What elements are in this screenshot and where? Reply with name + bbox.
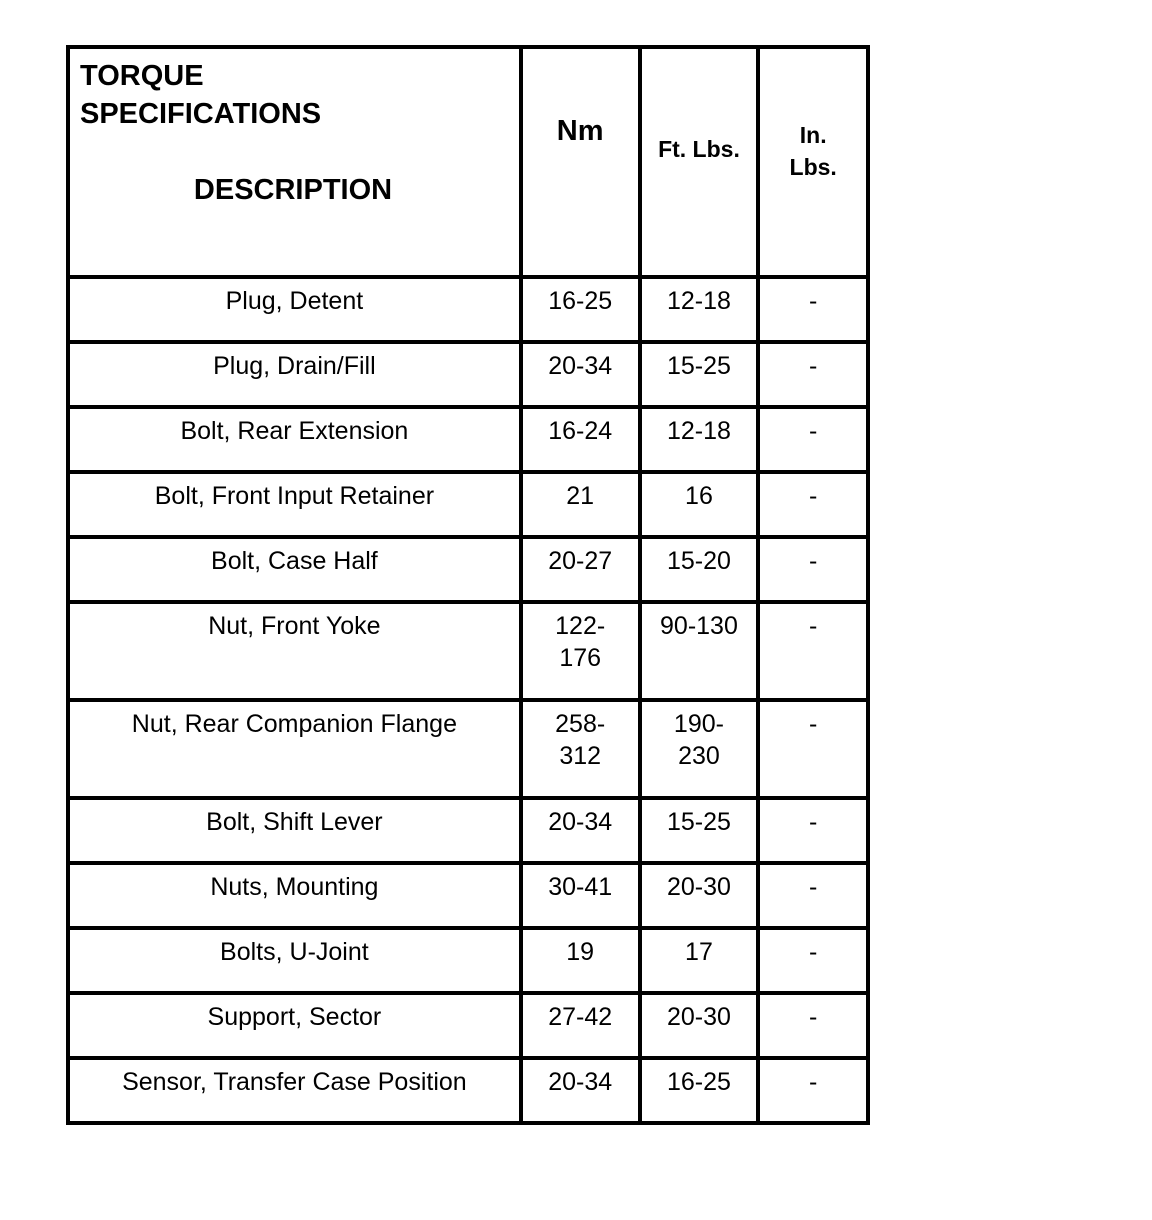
ft-lbs-cell-text: 15-25 — [666, 352, 731, 380]
description-cell — [68, 602, 521, 700]
nm-cell — [521, 1058, 640, 1123]
nm-cell-text: 19 — [566, 938, 595, 966]
in-lbs-cell — [758, 277, 868, 342]
ft-lbs-cell-text: 15-20 — [666, 547, 731, 575]
table-header-row — [68, 47, 868, 277]
nm-cell-text: 21 — [566, 482, 595, 510]
in-lbs-cell-text: - — [809, 1068, 818, 1096]
ft-lbs-cell — [640, 993, 759, 1058]
ft-lbs-cell — [640, 407, 759, 472]
nm-cell — [521, 472, 640, 537]
ft-lbs-cell-text: 90-130 — [660, 612, 738, 640]
nm-cell-text: 16-24 — [548, 417, 613, 445]
description-cell-text: Bolts, U-Joint — [220, 938, 369, 966]
description-cell — [68, 407, 521, 472]
ft-lbs-cell — [640, 277, 759, 342]
in-lbs-cell — [758, 602, 868, 700]
description-cell — [68, 928, 521, 993]
in-lbs-cell-text: - — [809, 352, 818, 380]
description-label: DESCRIPTION — [193, 174, 393, 206]
table-row — [68, 537, 868, 602]
in-lbs-cell — [758, 700, 868, 798]
in-lbs-cell-text: - — [809, 417, 818, 445]
in-lbs-cell-text: - — [809, 1003, 818, 1031]
in-lbs-cell — [758, 342, 868, 407]
nm-cell — [521, 798, 640, 863]
ft-lbs-cell — [640, 928, 759, 993]
table-row — [68, 1058, 868, 1123]
nm-cell-text: 258- 312 — [555, 710, 606, 770]
table-row — [68, 798, 868, 863]
nm-cell-text: 20-34 — [548, 352, 613, 380]
ft-lbs-cell — [640, 863, 759, 928]
nm-cell-text: 122- 176 — [555, 612, 606, 672]
ft-lbs-cell-text: 17 — [685, 938, 713, 966]
ft-lbs-cell — [640, 798, 759, 863]
table-row — [68, 407, 868, 472]
description-cell — [68, 537, 521, 602]
table-row — [68, 472, 868, 537]
in-lbs-cell-text: - — [809, 547, 818, 575]
nm-cell-text: 20-34 — [548, 1068, 613, 1096]
description-cell-text: Bolt, Case Half — [211, 547, 378, 575]
description-cell-text: Sensor, Transfer Case Position — [122, 1068, 467, 1096]
ft-lbs-column-header — [640, 47, 759, 277]
in-lbs-cell-text: - — [809, 873, 818, 901]
nm-column-header — [521, 47, 640, 277]
description-cell — [68, 700, 521, 798]
description-cell — [68, 993, 521, 1058]
description-cell — [68, 798, 521, 863]
description-cell-text: Bolt, Front Input Retainer — [154, 482, 435, 510]
nm-cell — [521, 342, 640, 407]
table-row — [68, 700, 868, 798]
description-column-header — [68, 47, 521, 277]
in-lbs-cell — [758, 1058, 868, 1123]
ft-lbs-label: Ft. Lbs. — [658, 136, 740, 162]
nm-cell — [521, 863, 640, 928]
ft-lbs-cell — [640, 602, 759, 700]
ft-lbs-cell — [640, 472, 759, 537]
in-lbs-cell-text: - — [809, 808, 818, 836]
ft-lbs-cell-text: 16 — [685, 482, 713, 510]
in-lbs-cell-text: - — [809, 612, 818, 640]
ft-lbs-cell-text: 190- 230 — [673, 710, 724, 770]
ft-lbs-cell — [640, 537, 759, 602]
description-cell — [68, 342, 521, 407]
description-cell — [68, 472, 521, 537]
table-row — [68, 277, 868, 342]
description-cell-text: Nut, Front Yoke — [208, 612, 381, 640]
description-cell-text: Plug, Detent — [225, 287, 364, 315]
description-cell — [68, 863, 521, 928]
torque-specifications-table — [66, 45, 870, 1125]
in-lbs-cell-text: - — [809, 287, 818, 315]
table-row — [68, 342, 868, 407]
ft-lbs-cell-text: 12-18 — [666, 417, 731, 445]
in-lbs-cell — [758, 472, 868, 537]
description-cell-text: Support, Sector — [207, 1003, 382, 1031]
table-body — [68, 277, 868, 1123]
nm-cell-text: 20-34 — [548, 808, 613, 836]
table-row — [68, 602, 868, 700]
ft-lbs-cell — [640, 1058, 759, 1123]
ft-lbs-cell-text: 12-18 — [666, 287, 731, 315]
in-lbs-cell — [758, 993, 868, 1058]
description-cell-text: Bolt, Shift Lever — [206, 808, 383, 836]
in-lbs-cell-text: - — [809, 938, 818, 966]
description-cell — [68, 277, 521, 342]
in-lbs-cell — [758, 407, 868, 472]
nm-cell — [521, 407, 640, 472]
nm-cell-text: 16-25 — [548, 287, 613, 315]
nm-cell-text: 27-42 — [548, 1003, 613, 1031]
nm-cell — [521, 928, 640, 993]
nm-cell-text: 30-41 — [548, 873, 613, 901]
ft-lbs-cell — [640, 342, 759, 407]
in-lbs-column-header — [758, 47, 868, 277]
ft-lbs-cell — [640, 700, 759, 798]
in-lbs-cell — [758, 798, 868, 863]
in-lbs-label: In. Lbs. — [789, 122, 837, 180]
nm-cell — [521, 602, 640, 700]
ft-lbs-cell-text: 20-30 — [666, 1003, 731, 1031]
nm-cell — [521, 700, 640, 798]
nm-label: Nm — [556, 115, 604, 147]
description-cell — [68, 1058, 521, 1123]
ft-lbs-cell-text: 20-30 — [666, 873, 731, 901]
nm-cell — [521, 537, 640, 602]
in-lbs-cell-text: - — [809, 710, 818, 738]
description-cell-text: Bolt, Rear Extension — [180, 417, 409, 445]
ft-lbs-cell-text: 16-25 — [666, 1068, 731, 1096]
description-cell-text: Plug, Drain/Fill — [213, 352, 376, 380]
table-row — [68, 863, 868, 928]
table-row — [68, 928, 868, 993]
table-row — [68, 993, 868, 1058]
nm-cell — [521, 277, 640, 342]
nm-cell-text: 20-27 — [548, 547, 613, 575]
description-cell-text: Nuts, Mounting — [210, 873, 379, 901]
in-lbs-cell — [758, 537, 868, 602]
in-lbs-cell-text: - — [809, 482, 818, 510]
description-cell-text: Nut, Rear Companion Flange — [131, 710, 457, 738]
table-title: TORQUE SPECIFICATIONS — [80, 60, 322, 130]
in-lbs-cell — [758, 863, 868, 928]
nm-cell — [521, 993, 640, 1058]
in-lbs-cell — [758, 928, 868, 993]
ft-lbs-cell-text: 15-25 — [666, 808, 731, 836]
